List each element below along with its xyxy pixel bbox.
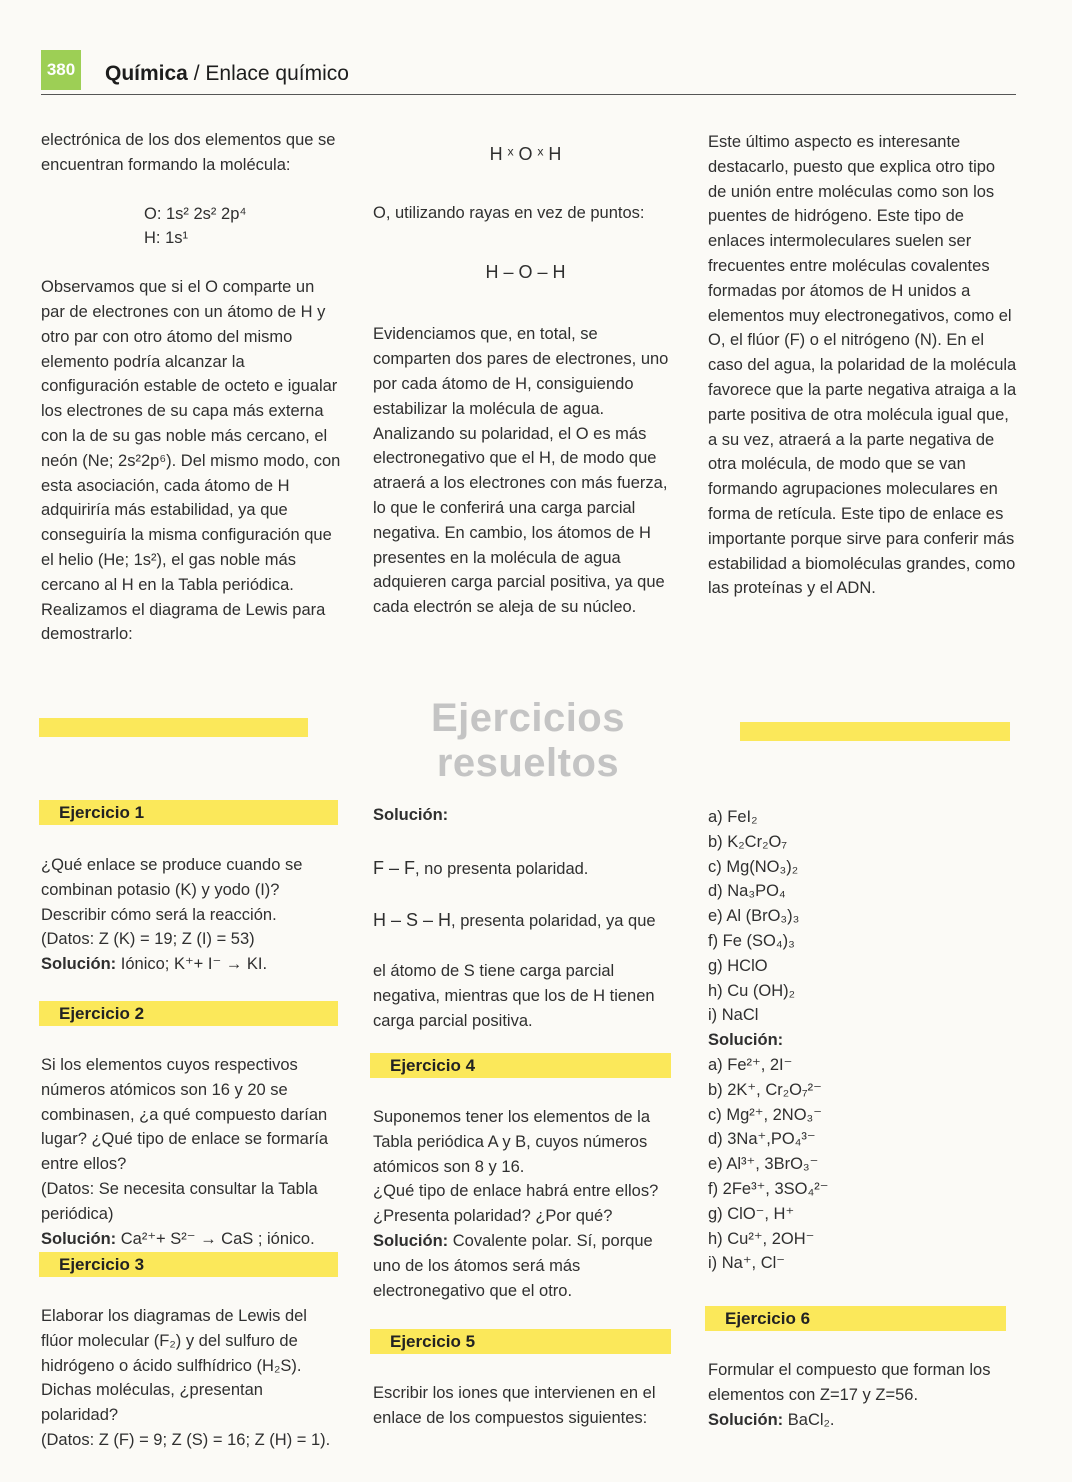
- exercise-4-body: [373, 1105, 678, 1303]
- solution-text: Iónico; K⁺+ I⁻ → KI.: [116, 955, 268, 974]
- exercise-2-solution: [41, 1227, 341, 1252]
- exercise-1-header: Ejercicio 1: [39, 800, 338, 825]
- exercise-1-solution: [41, 952, 341, 977]
- ion-item: i) Na⁺, Cl⁻: [708, 1254, 786, 1273]
- column-2-body: Evidenciamos que, en total, se comparten dos pares de electrones, uno por cada átomo de H, consiguiendo estabilizar la molécula de agua. Analizando su polaridad, el O es más electronegativo que el H, de modo que atraerá a los electrones con más fuerza, lo que le conferirá una carga parcial negativa. En cambio, los átomos de H presentes en la molécula de agua adquieren carga parcial positiva, ya que cada electrón se aleja de su núcleo.: [373, 325, 669, 617]
- exercise-6-header: Ejercicio 6: [705, 1306, 1006, 1331]
- exercise-4-question: Suponemos tener los elementos de la Tabla periódica A y B, cuyos números atómicos son 8 y 16.: [373, 1108, 651, 1176]
- lewis-water-lines: H – O – H: [485, 261, 566, 282]
- exercise-4-question-2: ¿Qué tipo de enlace habrá entre ellos? ¿Presenta polaridad? ¿Por qué?: [373, 1182, 659, 1226]
- exercise-1-question: ¿Qué enlace se produce cuando se combinan potasio (K) y yodo (I)? Describir cómo será la reacción.: [41, 856, 303, 924]
- exercise-1-data: (Datos: Z (K) = 19; Z (I) = 53): [41, 930, 255, 949]
- exercise-2-body: [41, 1053, 341, 1251]
- rayas-intro: O, utilizando rayas en vez de puntos:: [373, 203, 645, 222]
- exercise-5-lists: [708, 805, 1018, 1276]
- compound-item: h) Cu (OH)₂: [708, 981, 796, 1000]
- lewis-water-dots: H ˣ O ˣ H: [489, 144, 562, 164]
- ion-item: e) Al³⁺, 3BrO₃⁻: [708, 1155, 819, 1174]
- ion-item: g) ClO⁻, H⁺: [708, 1204, 795, 1223]
- exercise-3-data: (Datos: Z (F) = 9; Z (S) = 16; Z (H) = 1).: [41, 1430, 331, 1449]
- compound-item: i) NaCl: [708, 1006, 759, 1025]
- compound-item: c) Mg(NO₃)₂: [708, 857, 799, 876]
- compound-item: b) K₂Cr₂O₇: [708, 832, 787, 851]
- ion-item: d) 3Na⁺,PO₄³⁻: [708, 1130, 816, 1149]
- exercise-1-body: [41, 853, 341, 977]
- compound-item: a) FeI₂: [708, 808, 758, 826]
- solution-label: Solución:: [708, 1031, 784, 1050]
- ion-item: a) Fe²⁺, 2I⁻: [708, 1055, 793, 1074]
- column-3: [708, 130, 1018, 601]
- solution-label: Solución:: [373, 806, 449, 824]
- section-band-left: [39, 718, 308, 737]
- column-1-body: Observamos que si el O comparte un par de electrones con un átomo de H y otro par con otro átomo del mismo elemento podría alcanzar la configuración estable de octeto e igualar los electrones de su capa más externa con la de su gas noble más cercano, el neón (Ne; 2s²2p⁶). Del mismo modo, con esta asociación, cada átomo de H adquiriría más estabilidad, ya que conseguiría la misma configuración que el helio (He; 1s²), el gas noble más cercano al H en la Tabla periódica. Realizamos el diagrama de Lewis para demostrarlo:: [41, 278, 341, 644]
- ion-item: b) 2K⁺, Cr₂O₇²⁻: [708, 1080, 822, 1099]
- exercise-5-header: Ejercicio 5: [370, 1329, 671, 1354]
- exercise-3-body: [41, 1304, 341, 1453]
- exercise-6-question: Formular el compuesto que forman los elementos con Z=17 y Z=56.: [708, 1361, 991, 1404]
- compound-item: e) Al (BrO₃)₃: [708, 907, 800, 926]
- exercise-3-solution: [373, 803, 678, 1034]
- running-header: [105, 62, 349, 86]
- compound-item: d) Na₃PO₄: [708, 882, 786, 901]
- column-3-body: Este último aspecto es interesante destacarlo, puesto que explica otro tipo de unión entre moléculas como son los puentes de hidrógeno. Este tipo de enlaces intermoleculares suelen ser frecuentes entre moléculas covalentes formadas por átomos de H unidos a elementos muy electronegativos, como el O, el flúor (F) o el nitrógeno (N). En el caso del agua, la polaridad de la molécula favorece que la parte negativa atraiga a la parte positiva de otra molécula igual que, a su vez, atraerá a la parte negativa de otra molécula, de modo que se van formando agrupaciones moleculares en forma de retícula. Este tipo de enlace es importante porque sirve para conferir más estabilidad a biomoléculas grandes, como las proteínas y el ADN.: [708, 133, 1017, 598]
- ion-item: c) Mg²⁺, 2NO₃⁻: [708, 1105, 822, 1124]
- solution-label: Solución:: [708, 1410, 784, 1429]
- solution-label: Solución:: [41, 1229, 117, 1248]
- h2s-note: , presenta polaridad, ya que: [451, 911, 656, 930]
- header-rule: [41, 94, 1016, 95]
- solution-label: Solución:: [373, 1231, 449, 1250]
- intro-text: electrónica de los dos elementos que se encuentran formando la molécula:: [41, 131, 336, 174]
- ion-item: h) Cu²⁺, 2OH⁻: [708, 1229, 815, 1248]
- exercise-5-question: Escribir los iones que intervienen en el enlace de los compuestos siguientes:: [373, 1384, 656, 1427]
- exercise-6-solution: [708, 1408, 1018, 1433]
- page-number: 380: [41, 50, 81, 90]
- exercise-6-body: [708, 1358, 1018, 1432]
- topic-title: Enlace químico: [205, 62, 349, 85]
- subject-title: Química: [105, 62, 188, 85]
- exercise-2-header: Ejercicio 2: [39, 1001, 338, 1026]
- solution-label: Solución:: [41, 955, 117, 974]
- exercise-2-data: (Datos: Se necesita consultar la Tabla periódica): [41, 1179, 318, 1223]
- config-oxygen: O: 1s² 2s² 2p⁴: [144, 204, 247, 223]
- header-separator: /: [187, 62, 206, 85]
- compound-item: f) Fe (SO₄)₃: [708, 931, 795, 950]
- lewis-h2s: H – S – H: [373, 909, 452, 930]
- column-1: [41, 128, 341, 647]
- exercise-4-solution: [373, 1229, 678, 1303]
- exercise-3-solution-text: el átomo de S tiene carga parcial negativa, mientras que los de H tienen carga parcial positiva.: [373, 962, 655, 1030]
- exercise-3-question: Elaborar los diagramas de Lewis del flúor molecular (F₂) y del sulfuro de hidrógeno o ácido sulfhídrico (H₂S). Dichas moléculas, ¿presentan polaridad?: [41, 1307, 307, 1425]
- config-hydrogen: H: 1s¹: [144, 229, 189, 248]
- exercise-4-header: Ejercicio 4: [370, 1053, 671, 1078]
- exercise-5-body: [373, 1381, 678, 1431]
- solution-text: Covalente polar. Sí, porque uno de los átomos será más electronegativo que el otro.: [373, 1231, 653, 1300]
- section-band-right: [740, 722, 1010, 741]
- lewis-f2-row: [373, 856, 678, 882]
- exercise-3-header: Ejercicio 3: [39, 1252, 338, 1277]
- solution-text: Ca²⁺+ S²⁻ → CaS ; iónico.: [116, 1229, 315, 1248]
- lewis-f2: F – F: [373, 857, 416, 878]
- section-title: Ejercicios resueltos: [430, 696, 625, 785]
- column-2: [373, 128, 678, 620]
- ion-item: f) 2Fe³⁺, 3SO₄²⁻: [708, 1179, 829, 1198]
- f2-note: , no presenta polaridad.: [415, 859, 589, 878]
- ion-list: [708, 1053, 1018, 1276]
- compound-list: [708, 805, 1018, 1028]
- exercise-2-question: Si los elementos cuyos respectivos números atómicos son 16 y 20 se combinasen, ¿a qué compuesto darían lugar? ¿Qué tipo de enlace se formaría entre ellos?: [41, 1056, 329, 1174]
- solution-text: BaCl₂.: [783, 1410, 835, 1429]
- lewis-h2s-row: [373, 908, 678, 934]
- compound-item: g) HClO: [708, 956, 768, 975]
